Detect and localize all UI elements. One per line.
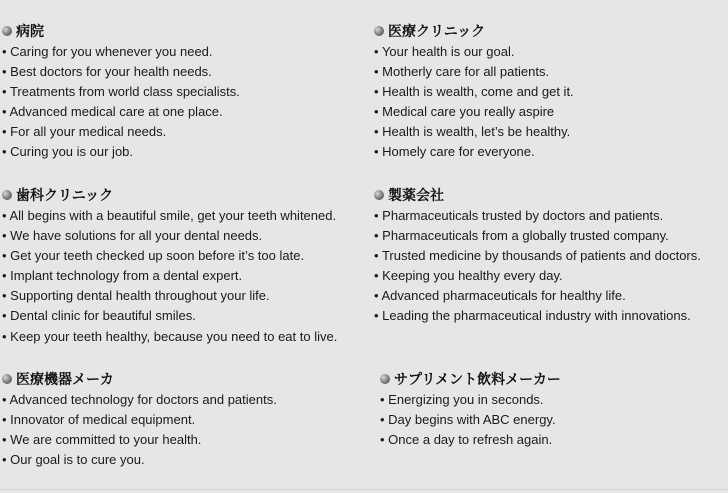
- list-item: • Advanced medical care at one place.: [2, 102, 240, 122]
- list-item: • Medical care you really aspire: [374, 102, 574, 122]
- list-item: • Leading the pharmaceutical industry with innovations.: [374, 306, 701, 326]
- list-item: • Treatments from world class specialists.: [2, 82, 240, 102]
- bottom-divider: [0, 489, 728, 490]
- list-item: • Implant technology from a dental expert.: [2, 266, 337, 286]
- gray-sphere-bullet-icon: [380, 374, 390, 384]
- section-heading: [380, 368, 561, 390]
- list-item: • We have solutions for all your dental needs.: [2, 226, 337, 246]
- section-hospital: [2, 20, 240, 163]
- list-item: • All begins with a beautiful smile, get your teeth whitened.: [2, 206, 337, 226]
- list-item: • Keeping you healthy every day.: [374, 266, 701, 286]
- list-item: • For all your medical needs.: [2, 122, 240, 142]
- gray-sphere-bullet-icon: [2, 374, 12, 384]
- list-item: • Health is wealth, let’s be healthy.: [374, 122, 574, 142]
- list-item: • Get your teeth checked up soon before it’s too late.: [2, 246, 337, 266]
- list-item: • Curing you is our job.: [2, 142, 240, 162]
- list-item: • Advanced pharmaceuticals for healthy life.: [374, 286, 701, 306]
- section-heading: [2, 184, 337, 206]
- list-item: • Motherly care for all patients.: [374, 62, 574, 82]
- gray-sphere-bullet-icon: [2, 26, 12, 36]
- gray-sphere-bullet-icon: [374, 26, 384, 36]
- list-item: • Your health is our goal.: [374, 42, 574, 62]
- item-list: [374, 206, 701, 327]
- list-item: • Supporting dental health throughout your life.: [2, 286, 337, 306]
- gray-sphere-bullet-icon: [2, 190, 12, 200]
- section-pharmaceutical-company: [374, 184, 701, 327]
- section-title: 製薬会社: [388, 188, 444, 204]
- section-heading: [374, 20, 574, 42]
- list-item: • Homely care for everyone.: [374, 142, 574, 162]
- section-medical-device-maker: [2, 368, 277, 470]
- section-heading: [2, 368, 277, 390]
- section-title: 病院: [16, 24, 44, 40]
- list-item: • Innovator of medical equipment.: [2, 410, 277, 430]
- section-dental-clinic: [2, 184, 337, 347]
- item-list: [2, 42, 240, 163]
- item-list: [2, 206, 337, 347]
- item-list: [2, 390, 277, 470]
- item-list: [374, 42, 574, 163]
- section-title: 歯科クリニック: [16, 188, 114, 204]
- section-title: 医療機器メーカ: [16, 372, 114, 388]
- list-item: • Energizing you in seconds.: [380, 390, 561, 410]
- section-medical-clinic: [374, 20, 574, 163]
- list-item: • Our goal is to cure you.: [2, 450, 277, 470]
- item-list: [380, 390, 561, 450]
- section-supplement-drink-maker: [380, 368, 561, 450]
- list-item: • Best doctors for your health needs.: [2, 62, 240, 82]
- section-heading: [2, 20, 240, 42]
- list-item: • Trusted medicine by thousands of patients and doctors.: [374, 246, 701, 266]
- gray-sphere-bullet-icon: [374, 190, 384, 200]
- list-item: • Keep your teeth healthy, because you need to eat to live.: [2, 327, 337, 347]
- list-item: • Day begins with ABC energy.: [380, 410, 561, 430]
- section-heading: [374, 184, 701, 206]
- section-title: サプリメント飲料メーカー: [394, 372, 561, 388]
- list-item: • Advanced technology for doctors and patients.: [2, 390, 277, 410]
- list-item: • Pharmaceuticals from a globally trusted company.: [374, 226, 701, 246]
- list-item: • Health is wealth, come and get it.: [374, 82, 574, 102]
- list-item: • Dental clinic for beautiful smiles.: [2, 306, 337, 326]
- list-item: • We are committed to your health.: [2, 430, 277, 450]
- list-item: • Once a day to refresh again.: [380, 430, 561, 450]
- section-title: 医療クリニック: [388, 24, 486, 40]
- list-item: • Caring for you whenever you need.: [2, 42, 240, 62]
- list-item: • Pharmaceuticals trusted by doctors and patients.: [374, 206, 701, 226]
